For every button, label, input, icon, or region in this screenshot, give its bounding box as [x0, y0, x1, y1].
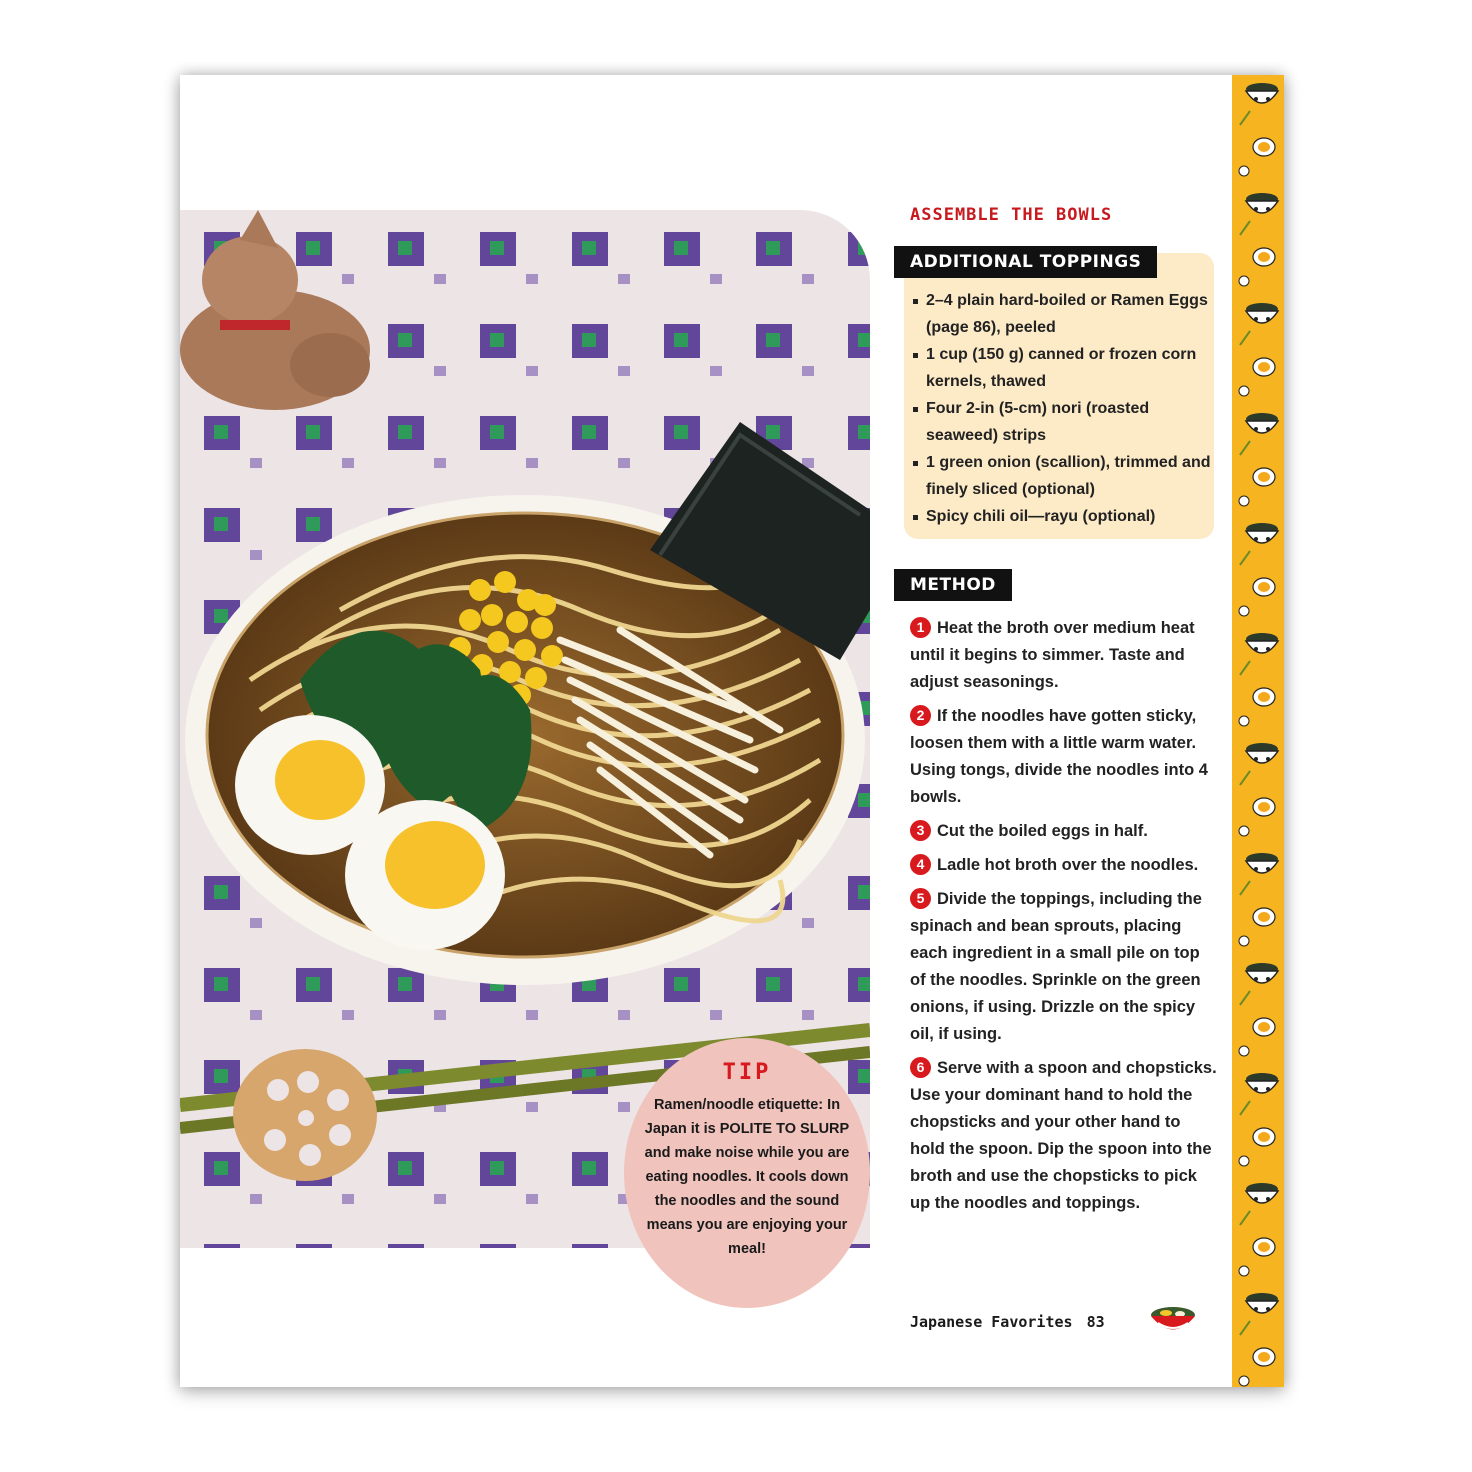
- chopsticks-icon: [1239, 771, 1250, 836]
- ramen-bowl-icon: [1148, 1303, 1198, 1337]
- footer-section-name: Japanese Favorites: [910, 1313, 1073, 1331]
- chopsticks-icon: [1239, 1211, 1250, 1276]
- method-step: [910, 1055, 1218, 1217]
- chopsticks-icon: [1239, 661, 1250, 726]
- tip-text: Ramen/noodle etiquette: In Japan it is POLITE TO SLURP and make noise while you are eating noodles. It cools down the noodles and the sound means you are enjoying your meal!: [644, 1097, 850, 1257]
- method-step: [910, 852, 1218, 879]
- step-number-badge: 5: [910, 888, 931, 909]
- strip-pattern: [1232, 75, 1284, 1387]
- step-text: If the noodles have gotten sticky, loosen them with a little warm water. Using tongs, divide the noodles into 4 bowls.: [910, 707, 1208, 806]
- list-item: 1 cup (150 g) canned or frozen corn kernels, thawed: [912, 341, 1212, 395]
- decorative-strip: [1232, 75, 1284, 1387]
- ramen-bowl-icon: [1246, 743, 1278, 763]
- egg-slice-icon: [1253, 248, 1275, 266]
- step-number-badge: 3: [910, 820, 931, 841]
- page-footer: [910, 1313, 1105, 1331]
- step-text: Serve with a spoon and chopsticks. Use your dominant hand to hold the chopsticks and your other hand to hold the spoon. Dip the spoon into the broth and use the chopsticks to pick up the noodles and toppings.: [910, 1059, 1217, 1212]
- chopsticks-icon: [1239, 551, 1250, 616]
- ramen-bowl-icon: [1246, 303, 1278, 323]
- list-item: 1 green onion (scallion), trimmed and finely sliced (optional): [912, 449, 1212, 503]
- step-text: Ladle hot broth over the noodles.: [937, 856, 1199, 874]
- chopsticks-icon: [1239, 331, 1250, 396]
- ramen-bowl-icon: [1246, 523, 1278, 543]
- chopsticks-icon: [1239, 221, 1250, 286]
- step-number-badge: 1: [910, 617, 931, 638]
- egg-slice-icon: [1253, 1238, 1275, 1256]
- list-item: 2–4 plain hard-boiled or Ramen Eggs (page 86), peeled: [912, 287, 1212, 341]
- step-text: Heat the broth over medium heat until it begins to simmer. Taste and adjust seasonings.: [910, 619, 1195, 691]
- method-step: [910, 703, 1218, 811]
- ramen-bowl-icon: [1246, 1183, 1278, 1203]
- ramen-bowl-icon: [1246, 633, 1278, 653]
- chopsticks-icon: [1239, 441, 1250, 506]
- tip-title: TIP: [722, 1060, 772, 1085]
- toppings-label: ADDITIONAL TOPPINGS: [894, 246, 1157, 278]
- method-step: [910, 615, 1218, 696]
- method-step: [910, 886, 1218, 1048]
- egg-slice-icon: [1253, 688, 1275, 706]
- step-text: Divide the toppings, including the spinach and bean sprouts, placing each ingredient in a small pile on top of the noodles. Sprinkle on the green onions, if using. Drizzle on the spicy oil, if using.: [910, 890, 1202, 1043]
- toppings-list: [912, 287, 1212, 530]
- ramen-bowl-icon: [1246, 963, 1278, 983]
- ramen-bowl-icon: [1246, 853, 1278, 873]
- ramen-bowl-icon: [1246, 83, 1278, 103]
- chopsticks-icon: [1239, 1321, 1250, 1386]
- method-label: METHOD: [894, 569, 1012, 601]
- ramen-bowl-icon: [1246, 1293, 1278, 1313]
- step-number-badge: 4: [910, 854, 931, 875]
- egg-slice-icon: [1253, 1018, 1275, 1036]
- egg-slice-icon: [1253, 1128, 1275, 1146]
- list-item: Four 2-in (5-cm) nori (roasted seaweed) strips: [912, 395, 1212, 449]
- egg-slice-icon: [1253, 798, 1275, 816]
- ramen-bowl-icon: [1246, 1073, 1278, 1093]
- step-number-badge: 6: [910, 1057, 931, 1078]
- chopsticks-icon: [1239, 1101, 1250, 1166]
- tip-bubble: [624, 1038, 870, 1308]
- cookbook-page: [180, 75, 1284, 1387]
- egg-slice-icon: [1253, 468, 1275, 486]
- lotus-chopstick-rest: [233, 1049, 377, 1181]
- egg-slice-icon: [1253, 1348, 1275, 1366]
- chopsticks-icon: [1239, 881, 1250, 946]
- chopsticks-icon: [1239, 111, 1250, 176]
- ramen-bowl-icon: [1246, 413, 1278, 433]
- egg-slice-icon: [1253, 138, 1275, 156]
- egg-slice-icon: [1253, 908, 1275, 926]
- list-item: Spicy chili oil—rayu (optional): [912, 503, 1212, 530]
- method-step: [910, 818, 1218, 845]
- step-number-badge: 2: [910, 705, 931, 726]
- method-steps: [910, 615, 1218, 1224]
- section-title: ASSEMBLE THE BOWLS: [910, 205, 1113, 225]
- page-number: 83: [1086, 1313, 1105, 1331]
- egg-slice-icon: [1253, 358, 1275, 376]
- chopsticks-icon: [1239, 991, 1250, 1056]
- step-text: Cut the boiled eggs in half.: [937, 822, 1148, 840]
- ramen-bowl-icon: [1246, 193, 1278, 213]
- egg-slice-icon: [1253, 578, 1275, 596]
